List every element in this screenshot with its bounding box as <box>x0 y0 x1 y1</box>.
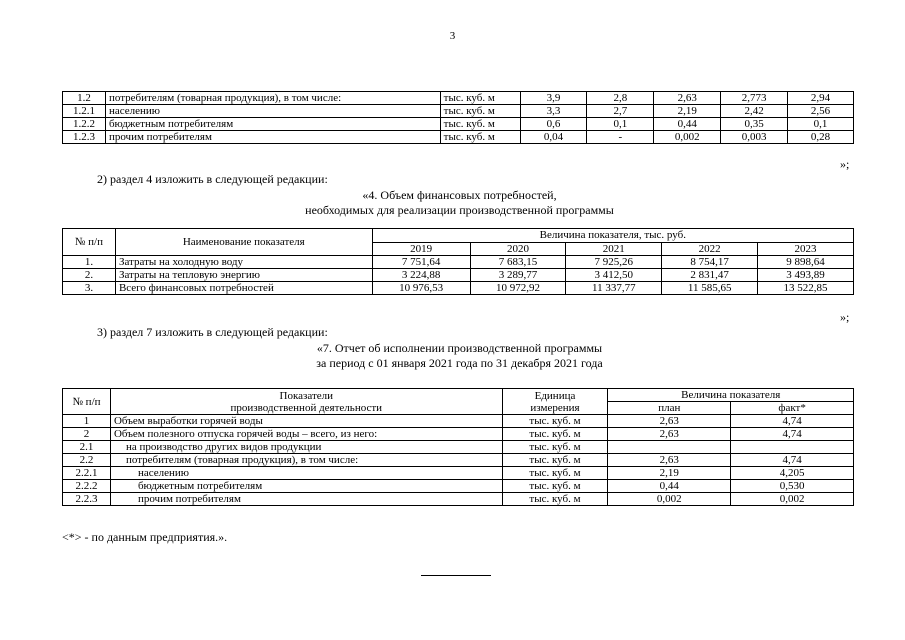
indicator-name-cell: Объем полезного отпуска горячей воды – всего, из него: <box>110 428 502 441</box>
value-cell: 10 976,53 <box>372 282 470 295</box>
plan-cell: 2,63 <box>608 415 731 428</box>
value-2020-cell: 2,8 <box>587 92 654 105</box>
column-header-indicators-line1: Показатели <box>279 389 334 402</box>
value-cell: 7 683,15 <box>470 256 566 269</box>
table-row <box>63 428 854 441</box>
value-cell: 9 898,64 <box>758 256 854 269</box>
indicator-name-cell: потребителям (товарная продукция), в том числе: <box>105 92 440 105</box>
unit-cell: тыс. куб. м <box>440 118 520 131</box>
indicator-name-cell: Объем выработки горячей воды <box>110 415 502 428</box>
value-2022-cell: 2,42 <box>721 105 788 118</box>
table-row <box>63 256 854 269</box>
row-number-cell: 2.2.2 <box>63 480 111 493</box>
column-header-value: Величина показателя <box>608 389 854 402</box>
row-number-cell: 2.2 <box>63 454 111 467</box>
section4-title-line2: необходимых для реализации производственной программы <box>305 203 614 217</box>
column-header-no: № п/п <box>63 389 111 415</box>
value-2022-cell: 0,35 <box>721 118 788 131</box>
section7-title-line2: за период с 01 января 2021 года по 31 декабря 2021 года <box>316 356 603 370</box>
table-row <box>63 269 854 282</box>
plan-cell: 2,19 <box>608 467 731 480</box>
separator-line <box>421 575 491 576</box>
indicator-name-cell: прочим потребителям <box>110 493 502 506</box>
column-header-fact: факт* <box>731 402 854 415</box>
fact-cell: 4,74 <box>731 415 854 428</box>
value-2020-cell: 2,7 <box>587 105 654 118</box>
value-cell: 3 224,88 <box>372 269 470 282</box>
value-2019-cell: 3,3 <box>520 105 587 118</box>
unit-cell: тыс. куб. м <box>440 131 520 144</box>
row-number-cell: 2.1 <box>63 441 111 454</box>
table-row <box>63 105 854 118</box>
column-header-no: № п/п <box>63 229 116 256</box>
fact-cell: 4,74 <box>731 454 854 467</box>
unit-cell: тыс. куб. м <box>502 428 608 441</box>
unit-cell: тыс. куб. м <box>502 480 608 493</box>
column-header-name: Наименование показателя <box>115 229 372 256</box>
unit-cell: тыс. куб. м <box>440 105 520 118</box>
column-header-indicators-line2: производственной деятельности <box>230 401 383 414</box>
fact-cell: 4,74 <box>731 428 854 441</box>
section7-title-line1: «7. Отчет об исполнении производственной программы <box>316 341 603 355</box>
fact-cell: 0,002 <box>731 493 854 506</box>
unit-cell: тыс. куб. м <box>502 441 608 454</box>
value-2019-cell: 0,04 <box>520 131 587 144</box>
plan-cell: 2,63 <box>608 454 731 467</box>
production-volume-table-continuation <box>62 91 854 144</box>
year-header: 2023 <box>758 242 854 256</box>
value-2023-cell: 0,28 <box>788 131 854 144</box>
indicator-name-cell: бюджетным потребителям <box>105 118 440 131</box>
indicator-name-cell: бюджетным потребителям <box>110 480 502 493</box>
unit-cell: тыс. куб. м <box>502 415 608 428</box>
column-header-value: Величина показателя, тыс. руб. <box>372 229 853 243</box>
section4-intro: 2) раздел 4 изложить в следующей редакции: <box>97 172 328 186</box>
table-row <box>63 92 854 105</box>
unit-cell: тыс. куб. м <box>440 92 520 105</box>
table-row <box>63 118 854 131</box>
unit-cell: тыс. куб. м <box>502 467 608 480</box>
fact-cell: 4,205 <box>731 467 854 480</box>
value-2021-cell: 0,002 <box>654 131 721 144</box>
table-row <box>63 441 854 454</box>
program-execution-report-table <box>62 388 854 506</box>
table-row <box>63 454 854 467</box>
value-2023-cell: 2,94 <box>788 92 854 105</box>
value-2022-cell: 0,003 <box>721 131 788 144</box>
plan-cell: 2,63 <box>608 428 731 441</box>
value-cell: 11 337,77 <box>566 282 662 295</box>
value-2022-cell: 2,773 <box>721 92 788 105</box>
closing-quote: »; <box>840 157 850 171</box>
value-cell: 3 289,77 <box>470 269 566 282</box>
value-2021-cell: 0,44 <box>654 118 721 131</box>
row-number-cell: 1.2.3 <box>63 131 106 144</box>
section4-title-line1: «4. Объем финансовых потребностей, <box>362 188 557 202</box>
closing-quote: »; <box>840 310 850 324</box>
value-2019-cell: 0,6 <box>520 118 587 131</box>
year-header: 2021 <box>566 242 662 256</box>
value-2021-cell: 2,63 <box>654 92 721 105</box>
value-cell: 11 585,65 <box>662 282 758 295</box>
year-header: 2019 <box>372 242 470 256</box>
indicator-name-cell: Затраты на тепловую энергию <box>115 269 372 282</box>
indicator-name-cell: населению <box>105 105 440 118</box>
value-2021-cell: 2,19 <box>654 105 721 118</box>
value-cell: 13 522,85 <box>758 282 854 295</box>
indicator-name-cell: Всего финансовых потребностей <box>115 282 372 295</box>
table-row <box>63 467 854 480</box>
unit-cell: тыс. куб. м <box>502 454 608 467</box>
page-number: 3 <box>449 30 456 42</box>
row-number-cell: 1.2 <box>63 92 106 105</box>
row-number-cell: 2. <box>63 269 116 282</box>
value-cell: 10 972,92 <box>470 282 566 295</box>
row-number-cell: 2.2.1 <box>63 467 111 480</box>
row-number-cell: 2 <box>63 428 111 441</box>
plan-cell: 0,002 <box>608 493 731 506</box>
footnote: <*> - по данным предприятия.». <box>62 530 228 544</box>
table-row <box>63 415 854 428</box>
year-header: 2022 <box>662 242 758 256</box>
indicator-name-cell: прочим потребителям <box>105 131 440 144</box>
year-header: 2020 <box>470 242 566 256</box>
row-number-cell: 1.2.2 <box>63 118 106 131</box>
value-2020-cell: - <box>587 131 654 144</box>
plan-cell: 0,44 <box>608 480 731 493</box>
value-cell: 3 493,89 <box>758 269 854 282</box>
indicator-name-cell: Затраты на холодную воду <box>115 256 372 269</box>
value-2019-cell: 3,9 <box>520 92 587 105</box>
fact-cell <box>731 441 854 454</box>
column-header-unit-line1: Единица <box>534 389 576 402</box>
table-row <box>63 131 854 144</box>
value-cell: 7 925,26 <box>566 256 662 269</box>
unit-cell: тыс. куб. м <box>502 493 608 506</box>
indicator-name-cell: на производство других видов продукции <box>110 441 502 454</box>
value-cell: 7 751,64 <box>372 256 470 269</box>
column-header-unit-line2: измерения <box>530 401 580 414</box>
row-number-cell: 1. <box>63 256 116 269</box>
indicator-name-cell: потребителям (товарная продукция), в том числе: <box>110 454 502 467</box>
value-2020-cell: 0,1 <box>587 118 654 131</box>
column-header-indicators <box>110 389 502 415</box>
column-header-unit <box>502 389 608 415</box>
plan-cell <box>608 441 731 454</box>
value-2023-cell: 0,1 <box>788 118 854 131</box>
value-2023-cell: 2,56 <box>788 105 854 118</box>
table-row <box>63 493 854 506</box>
row-number-cell: 3. <box>63 282 116 295</box>
value-cell: 2 831,47 <box>662 269 758 282</box>
indicator-name-cell: населению <box>110 467 502 480</box>
section7-intro: 3) раздел 7 изложить в следующей редакции: <box>97 325 328 339</box>
row-number-cell: 1 <box>63 415 111 428</box>
row-number-cell: 2.2.3 <box>63 493 111 506</box>
fact-cell: 0,530 <box>731 480 854 493</box>
financial-needs-table <box>62 228 854 295</box>
column-header-plan: план <box>608 402 731 415</box>
row-number-cell: 1.2.1 <box>63 105 106 118</box>
table-row <box>63 282 854 295</box>
table-row <box>63 480 854 493</box>
value-cell: 3 412,50 <box>566 269 662 282</box>
value-cell: 8 754,17 <box>662 256 758 269</box>
